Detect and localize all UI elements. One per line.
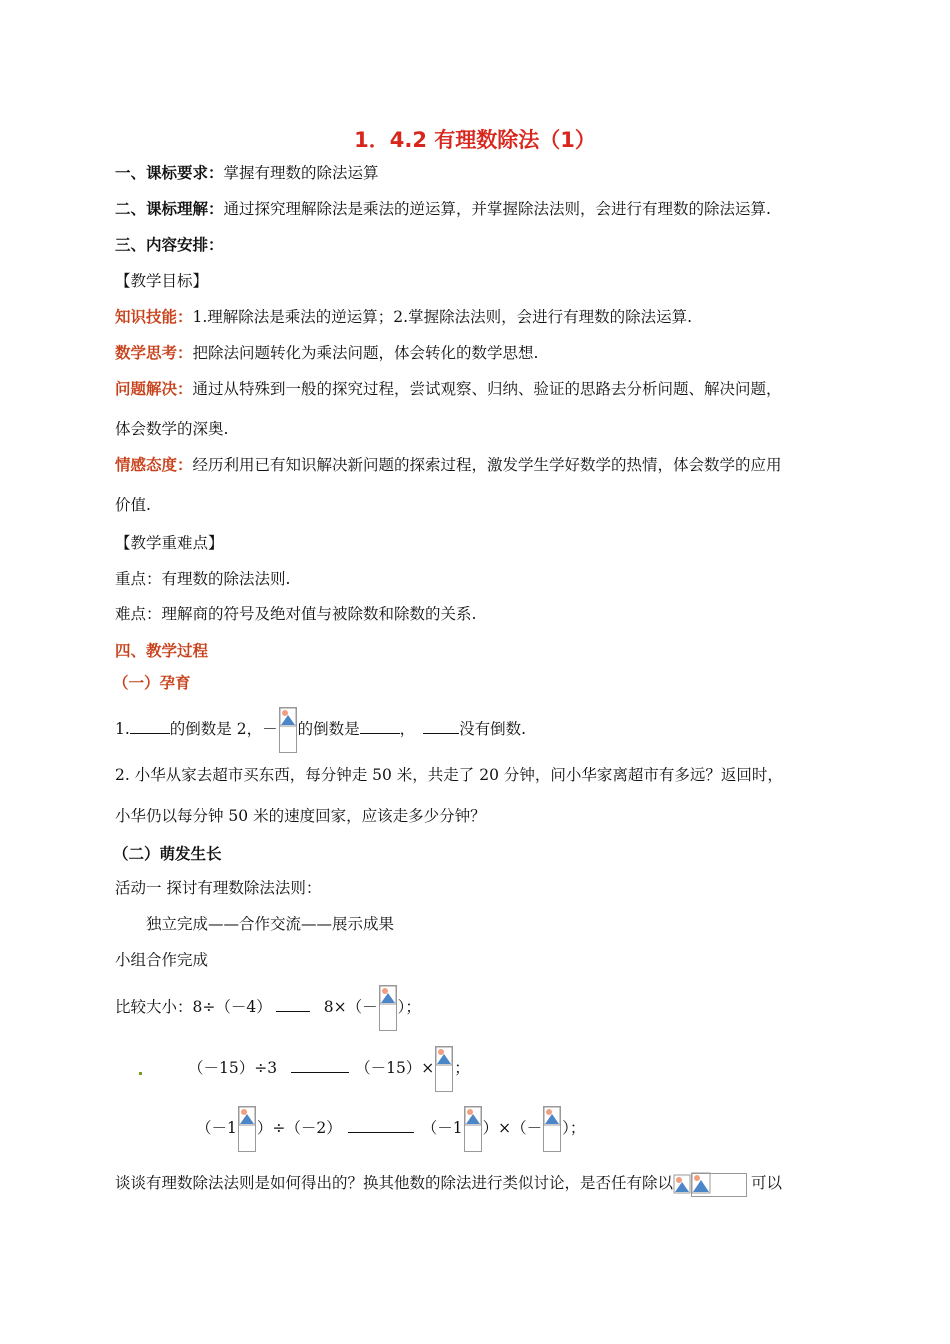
- row2-left: （－15）÷3: [188, 1059, 278, 1077]
- key-point: 重点：有理数的除法法则.: [115, 570, 291, 588]
- compare-right-b: ）；: [397, 998, 421, 1016]
- page-title: 1．4.2 有理数除法（1）: [354, 128, 596, 152]
- answer-blank[interactable]: [360, 717, 400, 734]
- q1-text-f: 没有倒数.: [459, 720, 527, 738]
- question-2-line-1: 2. 小华从家去超市买东西，每分钟走 50 米，共走了 20 分钟，问小华家离超市有多远？返回时，: [115, 766, 783, 784]
- q1-text-d: 的倒数是: [297, 720, 360, 738]
- compare-row-1: [115, 984, 421, 1030]
- fraction-image-icon: [238, 1106, 256, 1152]
- section-4: 四、教学过程: [115, 642, 209, 660]
- row3-c: （－1: [421, 1119, 463, 1137]
- fraction-image-icon: [279, 707, 297, 753]
- goal-problem-cont: 体会数学的深奥.: [115, 420, 229, 438]
- section-2-label: 二、课标理解：: [115, 200, 224, 218]
- section-2: [115, 198, 771, 220]
- compare-right-a: 8×（－: [323, 998, 378, 1016]
- answer-blank[interactable]: [130, 717, 170, 734]
- fraction-image-icon: [543, 1106, 561, 1152]
- section-1-label: 一、课标要求：: [115, 164, 224, 182]
- goal-math-label: 数学思考：: [115, 344, 193, 362]
- group-work: 小组合作完成: [115, 951, 209, 969]
- compare-left: 8÷（－4）: [192, 998, 272, 1016]
- goal-emotion-label: 情感态度：: [115, 456, 193, 474]
- goal-knowledge-label: 知识技能：: [115, 308, 193, 326]
- section-3: [115, 234, 224, 256]
- hard-point: 难点：理解商的符号及绝对值与被除数和除数的关系.: [115, 605, 477, 623]
- answer-blank[interactable]: [423, 717, 459, 734]
- discussion-text: 谈谈有理数除法法则是如何得出的？换其他数的除法进行类似讨论，是否任有除以: [115, 1174, 674, 1192]
- answer-blank[interactable]: [348, 1116, 414, 1133]
- question-1: [115, 706, 526, 752]
- goal-math: [115, 342, 538, 364]
- activity-flow: 独立完成——合作交流——展示成果: [146, 915, 395, 933]
- discussion-end: 可以: [751, 1174, 783, 1192]
- row3-b: ）÷（－2）: [256, 1119, 342, 1137]
- row3-a: （－1: [196, 1119, 237, 1137]
- discussion: [115, 1168, 782, 1198]
- row2-right-a: （－15）×: [355, 1059, 435, 1077]
- part-2-heading: （二）萌发生长: [113, 845, 222, 863]
- q1-number: 1.: [115, 720, 130, 738]
- goal-emotion-text: 经历利用已有知识解决新问题的探索过程，激发学生学好数学的热情，体会数学的应用: [192, 456, 782, 474]
- row3-d: ）×（－: [482, 1119, 543, 1137]
- q1-comma: ，: [399, 720, 416, 738]
- section-3-label: 三、内容安排：: [115, 236, 224, 254]
- compare-row-3: [196, 1105, 585, 1151]
- compare-row-2: [188, 1045, 470, 1091]
- goal-emotion-cont: 价值.: [115, 496, 151, 514]
- goal-math-text: 把除法问题转化为乘法问题，体会转化的数学思想.: [192, 344, 539, 362]
- part-1-heading: （一）孕育: [113, 674, 191, 692]
- goal-problem-text: 通过从特殊到一般的探究过程，尝试观察、归纳、验证的思路去分析问题、解决问题，: [192, 380, 782, 398]
- section-1: [115, 162, 379, 184]
- goal-knowledge: [115, 306, 692, 328]
- fraction-image-icon: [464, 1106, 482, 1152]
- section-2-text: 通过探究理解除法是乘法的逆运算，并掌握除法法则，会进行有理数的除法运算.: [223, 200, 771, 218]
- goal-problem-label: 问题解决：: [115, 380, 193, 398]
- goal-knowledge-text: 1.理解除法是乘法的逆运算；2.掌握除法法则，会进行有理数的除法运算.: [192, 308, 693, 326]
- image-placeholder-icon: [673, 1171, 747, 1197]
- key-header: 【教学重难点】: [115, 534, 224, 552]
- row2-right-b: ；: [454, 1059, 470, 1077]
- goals-header: 【教学目标】: [115, 272, 209, 290]
- fraction-image-icon: [435, 1046, 453, 1092]
- question-2-line-2: 小华仍以每分钟 50 米的速度回家，应该走多少分钟？: [115, 807, 486, 825]
- q1-text-b: 的倒数是 2，: [169, 720, 263, 738]
- q1-minus: －: [262, 720, 278, 738]
- answer-blank[interactable]: [276, 995, 310, 1012]
- compare-label: 比较大小：: [115, 998, 193, 1016]
- row3-e: ）；: [562, 1119, 586, 1137]
- goal-problem: [115, 378, 782, 400]
- section-1-text: 掌握有理数的除法运算: [223, 164, 379, 182]
- fraction-image-icon: [379, 985, 397, 1031]
- activity-1: 活动一 探讨有理数除法法则：: [115, 879, 322, 897]
- answer-blank[interactable]: [291, 1056, 349, 1073]
- stray-mark: [139, 1072, 142, 1075]
- goal-emotion: [115, 454, 782, 476]
